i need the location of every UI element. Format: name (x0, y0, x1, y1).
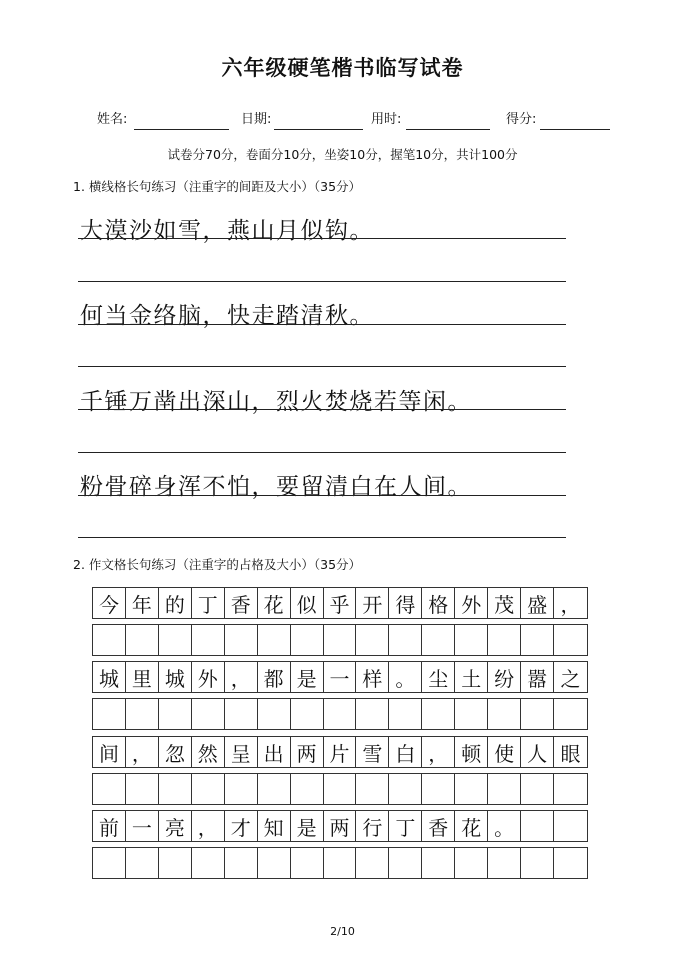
grid-cell-blank[interactable] (455, 625, 488, 655)
grid-cell-blank[interactable] (159, 699, 192, 729)
practice-line-1-text: 大漠沙如雪，燕山月似钩。 (80, 218, 374, 244)
grid-cell-char: 人 (521, 737, 554, 767)
grid-cell-blank[interactable] (159, 774, 192, 804)
grid-cell-blank[interactable] (93, 774, 126, 804)
grid-cell-blank[interactable] (521, 774, 554, 804)
grid-cell-blank[interactable] (488, 699, 521, 729)
grid-cell-char: ， (126, 737, 159, 767)
grid-cell-char: 顿 (455, 737, 488, 767)
grid-cell-char: 呈 (225, 737, 258, 767)
name-label: 姓名: (97, 112, 128, 127)
time-field[interactable] (371, 108, 490, 132)
grid-cell-char: 片 (324, 737, 357, 767)
grid-cell-char: 得 (389, 588, 422, 618)
grid-cell-char: 使 (488, 737, 521, 767)
grid-cell-char (521, 811, 554, 841)
grid-cell-blank[interactable] (225, 699, 258, 729)
grid-cell-blank[interactable] (356, 699, 389, 729)
score-label: 得分: (506, 112, 537, 127)
grid-cell-blank[interactable] (324, 848, 357, 878)
grid-cell-char: 。 (488, 811, 521, 841)
grid-cell-char: 一 (126, 811, 159, 841)
grid-cell-char: 外 (455, 588, 488, 618)
practice-line-3-blank[interactable] (78, 452, 566, 453)
scoring-note: 试卷分70分，卷面分10分，坐姿10分，握笔10分，共计100分 (167, 147, 518, 162)
grid-cell-blank[interactable] (488, 625, 521, 655)
grid-cell-blank[interactable] (554, 699, 587, 729)
date-underline (274, 129, 363, 130)
grid-cell-blank[interactable] (291, 625, 324, 655)
grid-cell-char: 然 (192, 737, 225, 767)
grid-cell-char: 样 (356, 662, 389, 692)
grid-cell-blank[interactable] (126, 848, 159, 878)
grid-cell-blank[interactable] (488, 774, 521, 804)
grid-cell-blank[interactable] (521, 848, 554, 878)
grid-cell-blank[interactable] (192, 848, 225, 878)
grid-row-practice (92, 698, 588, 730)
practice-line-1[interactable] (78, 238, 566, 239)
grid-cell-blank[interactable] (422, 699, 455, 729)
grid-cell-blank[interactable] (225, 848, 258, 878)
grid-cell-blank[interactable] (554, 774, 587, 804)
grid-cell-char: 两 (291, 737, 324, 767)
grid-cell-char: 盛 (521, 588, 554, 618)
grid-cell-blank[interactable] (258, 625, 291, 655)
grid-cell-blank[interactable] (159, 625, 192, 655)
grid-cell-blank[interactable] (291, 774, 324, 804)
grid-cell-blank[interactable] (324, 699, 357, 729)
practice-line-2[interactable] (78, 324, 566, 325)
grid-cell-char: ， (560, 592, 581, 617)
grid-cell-char: 格 (422, 588, 455, 618)
grid-cell-char: 之 (560, 666, 581, 691)
grid-cell-blank[interactable] (291, 699, 324, 729)
grid-cell-blank[interactable] (192, 699, 225, 729)
practice-line-3-text: 千锤万凿出深山，烈火焚烧若等闲。 (80, 389, 472, 415)
grid-cell-char: 亮 (159, 811, 192, 841)
grid-cell-blank[interactable] (258, 699, 291, 729)
grid-cell-char: 丁 (389, 811, 422, 841)
date-label: 日期: (241, 112, 272, 127)
grid-row-sample (92, 736, 588, 768)
grid-cell-blank[interactable] (422, 848, 455, 878)
section2-title: 2. 作文格长句练习（注重字的占格及大小）（35分） (73, 557, 362, 572)
grid-cell-char: 是 (291, 662, 324, 692)
grid-row-practice (92, 624, 588, 656)
grid-cell-blank[interactable] (389, 848, 422, 878)
grid-cell-blank[interactable] (356, 848, 389, 878)
grid-cell-char: 前 (93, 811, 126, 841)
page-number: 2/10 (330, 925, 355, 938)
time-label: 用时: (371, 112, 402, 127)
practice-line-4-text: 粉骨碎身浑不怕，要留清白在人间。 (80, 474, 472, 500)
grid-cell-char: 花 (455, 811, 488, 841)
grid-cell-blank[interactable] (126, 774, 159, 804)
grid-cell-blank[interactable] (258, 774, 291, 804)
grid-cell-char: 乎 (324, 588, 357, 618)
name-underline (134, 129, 229, 130)
grid-cell-blank[interactable] (422, 625, 455, 655)
grid-cell-char: 香 (422, 811, 455, 841)
grid-cell-char: 两 (324, 811, 357, 841)
grid-cell-char: 眼 (560, 741, 581, 766)
grid-cell-char: 间 (93, 737, 126, 767)
grid-row-practice (92, 773, 588, 805)
grid-cell-char: 忽 (159, 737, 192, 767)
grid-row-sample (92, 810, 588, 842)
grid-cell-char: 嚣 (521, 662, 554, 692)
grid-cell-blank[interactable] (455, 699, 488, 729)
grid-cell-blank[interactable] (93, 625, 126, 655)
grid-cell-char: 尘 (422, 662, 455, 692)
grid-cell-blank[interactable] (225, 774, 258, 804)
grid-cell-char: ， (192, 811, 225, 841)
score-underline (540, 129, 610, 130)
grid-cell-char: 土 (455, 662, 488, 692)
time-underline (406, 129, 490, 130)
grid-cell-char: 城 (93, 662, 126, 692)
grid-cell-char: 出 (258, 737, 291, 767)
grid-cell-blank[interactable] (126, 625, 159, 655)
grid-cell-blank[interactable] (324, 625, 357, 655)
grid-cell-blank[interactable] (554, 625, 587, 655)
grid-cell-blank[interactable] (521, 625, 554, 655)
grid-cell-char: 的 (159, 588, 192, 618)
grid-cell-char: 里 (126, 662, 159, 692)
grid-row-sample (92, 587, 588, 619)
grid-cell-char: 今 (93, 588, 126, 618)
grid-cell-blank[interactable] (159, 848, 192, 878)
grid-cell-blank[interactable] (521, 699, 554, 729)
practice-line-4-blank[interactable] (78, 537, 566, 538)
grid-cell-char: 才 (225, 811, 258, 841)
grid-cell-char: 香 (225, 588, 258, 618)
section1-title: 1. 横线格长句练习（注重字的间距及大小）（35分） (73, 179, 362, 194)
grid-cell-char: 一 (324, 662, 357, 692)
grid-cell-char: 丁 (192, 588, 225, 618)
grid-cell-blank[interactable] (192, 774, 225, 804)
grid-cell-blank[interactable] (455, 774, 488, 804)
grid-cell-char (554, 811, 587, 841)
grid-cell-char: 似 (291, 588, 324, 618)
grid-cell-blank[interactable] (258, 848, 291, 878)
grid-row-practice (92, 847, 588, 879)
practice-line-1-blank[interactable] (78, 281, 566, 282)
grid-cell-char: 雪 (356, 737, 389, 767)
grid-cell-char: 行 (356, 811, 389, 841)
grid-cell-char: 开 (356, 588, 389, 618)
grid-cell-blank[interactable] (554, 848, 587, 878)
grid-cell-blank[interactable] (455, 848, 488, 878)
grid-cell-char: 是 (291, 811, 324, 841)
grid-cell-char: 外 (192, 662, 225, 692)
grid-row-sample (92, 661, 588, 693)
grid-cell-blank[interactable] (356, 625, 389, 655)
name-field[interactable] (97, 108, 229, 132)
score-field[interactable] (506, 108, 610, 132)
grid-cell-char: ， (225, 662, 258, 692)
grid-cell-blank[interactable] (93, 848, 126, 878)
grid-cell-blank[interactable] (422, 774, 455, 804)
grid-cell-char: 年 (126, 588, 159, 618)
practice-line-2-text: 何当金络脑，快走踏清秋。 (80, 303, 374, 329)
grid-cell-blank[interactable] (291, 848, 324, 878)
grid-cell-char: ， (422, 737, 455, 767)
practice-line-4[interactable] (78, 495, 566, 496)
practice-line-3[interactable] (78, 409, 566, 410)
grid-cell-char: 纷 (488, 662, 521, 692)
grid-cell-blank[interactable] (389, 625, 422, 655)
grid-cell-blank[interactable] (324, 774, 357, 804)
grid-cell-char: 都 (258, 662, 291, 692)
grid-cell-char: 城 (159, 662, 192, 692)
grid-cell-char: 茂 (488, 588, 521, 618)
grid-cell-blank[interactable] (389, 774, 422, 804)
grid-cell-char: 知 (258, 811, 291, 841)
grid-cell-char: 。 (389, 662, 422, 692)
practice-line-2-blank[interactable] (78, 366, 566, 367)
grid-cell-blank[interactable] (488, 848, 521, 878)
grid-cell-char: 白 (389, 737, 422, 767)
exam-title: 六年级硬笔楷书临写试卷 (221, 56, 464, 80)
grid-cell-blank[interactable] (126, 699, 159, 729)
grid-cell-blank[interactable] (192, 625, 225, 655)
grid-cell-blank[interactable] (389, 699, 422, 729)
grid-cell-blank[interactable] (93, 699, 126, 729)
date-field[interactable] (241, 108, 363, 132)
grid-cell-blank[interactable] (356, 774, 389, 804)
grid-cell-blank[interactable] (225, 625, 258, 655)
grid-cell-char: 花 (258, 588, 291, 618)
